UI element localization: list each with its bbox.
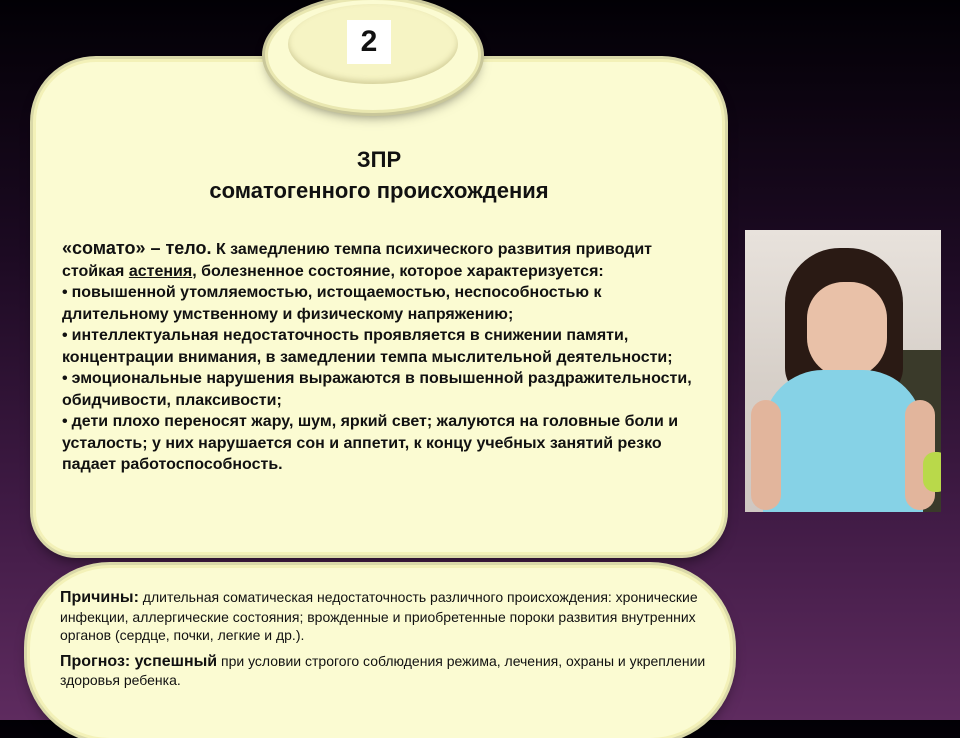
prognosis-label: Прогноз: успешный [60,652,218,670]
intro-text-a: К замедлению темпа психического развития приводит стойкая [62,241,652,280]
causes-prognosis-text [60,588,710,690]
list-item: • повышенной утомляемостью, истощаемостью, неспособностью к длительному умственному и физическому напряжению; [62,282,712,325]
prognosis-paragraph [60,652,710,690]
slide-title: ЗПР [356,147,402,172]
photo-face [807,282,887,378]
list-item: • эмоциональные нарушения выражаются в повышенной раздражительности, обидчивости, плаксивости; [62,368,712,411]
prognosis-text: при условии строгого соблюдения режима, лечения, охраны и укреплении здоровья ребенка. [60,652,706,688]
intro-paragraph [62,238,712,282]
photo-left-arm [751,400,781,510]
slide-subtitle: соматогенного происхождения [209,178,549,203]
list-item: • дети плохо переносят жару, шум, яркий свет; жалуются на головные боли и усталость; у них нарушается сон и аппетит, к концу учебных занятий резко падает работоспособность. [62,411,712,476]
list-item: • интеллектуальная недостаточность проявляется в снижении памяти, концентрации внимания, в замедлении темпа мыслительной деятельности; [62,325,712,368]
main-description [62,238,712,476]
photo-shirt [763,370,923,512]
causes-label: Причины: [60,589,139,606]
slide-number: 2 [347,20,391,64]
photo-toy [923,452,941,492]
causes-text: длительная соматическая недостаточность различного происхождения: хронические инфекции, аллергические состояния; врожденные и приобретенные пороки развития внутренних органов (сердце, почки, легкие и др.). [60,589,698,643]
asthenia-link[interactable]: астения [128,262,193,280]
intro-term: «сомато» – тело. [62,238,212,258]
causes-paragraph [60,588,710,645]
child-photo [745,230,941,512]
intro-text-b: , болезненное состояние, которое характеризуется: [192,262,604,280]
